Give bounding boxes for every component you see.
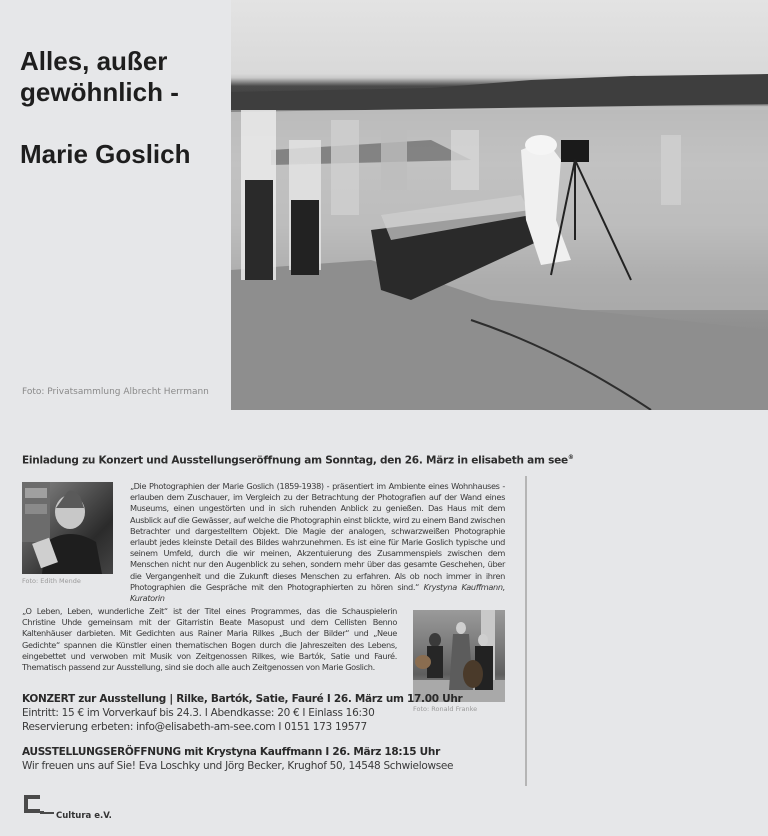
portrait-illustration (22, 482, 113, 574)
page-title (20, 46, 225, 170)
trio-photo-credit: Foto: Ronald Franke (413, 705, 478, 713)
opening-hosts: Wir freuen uns auf Sie! Eva Loschky und Jörg Becker, Krughof 50, 14548 Schwielowsee (22, 760, 454, 772)
concert-admission: Eintritt: 15 € im Vorverkauf bis 24.3. I Abendkasse: 20 € I Einlass 16:30 (22, 707, 375, 719)
portrait-photo-credit: Foto: Edith Mende (22, 577, 81, 585)
title-line-2: gewöhnlich - (20, 77, 179, 107)
concert-info (22, 692, 462, 734)
musicians-trio-photo (413, 610, 505, 702)
hero-photo (231, 0, 768, 410)
concert-reservation: Reservierung erbeten: info@elisabeth-am-see.com I 0151 173 19577 (22, 721, 367, 733)
quote-attribution: Krystyna Kauffmann, Kuratorin (130, 581, 505, 604)
concert-headline: KONZERT zur Ausstellung | Rilke, Bartók, Satie, Fauré I 26. März um 17.00 Uhr (22, 693, 463, 705)
registered-mark: ® (567, 454, 574, 461)
logo-underline (40, 812, 54, 814)
cultura-logo-text: Cultura e.V. (56, 811, 112, 821)
curator-portrait-photo (22, 482, 113, 574)
hero-photo-illustration (231, 0, 768, 410)
curator-quote (130, 481, 505, 604)
title-line-1: Alles, außer (20, 46, 168, 76)
vertical-divider (525, 476, 527, 786)
exhibition-opening-info (22, 745, 453, 773)
hero-photo-credit: Foto: Privatsammlung Albrecht Herrmann (22, 387, 209, 397)
program-description: „O Leben, Leben, wunderliche Zeit“ ist der Titel eines Programmes, das die Schauspielerin Christine Uhde gemeinsam mit der Gitarristin Beate Masopust und dem Cellisten Benno Kaltenhäuser darbieten. Mit Gedichten aus Rainer Maria Rilkes „Buch der Bilder“ und „Neue Gedichte“ spannen die Künstler einen thematischen Bogen durch die Jahreszeiten des Lebens, eingebettet und verwoben mit Musik von Zeitgenossen Rilkes, wie Bartók, Satie und Fauré. Thematisch passend zur Ausstellung, sind sie doch alle auch Zeitgenossen von Marie Goslich. (22, 606, 397, 673)
title-line-3: Marie Goslich (20, 139, 191, 169)
quote-text: „Die Photographien der Marie Goslich (1859-1938) - präsentiert im Ambiente eines Wohnhauses - erlauben dem Zuschauer, im Vergleich zu der Betrachtung der Photografien auf der Wand eines Museums, einen ungestörten und in sich ruhenden Anblick zu genießen. Das Haus mit dem Ausblick auf die Gewässer, auf welche die Photographin einst blickte, wird zu einem Band zwischen Betrachter und dargestelltem Objekt. Die Magie der analogen, schwarzweißen Photographie erlaubt jedes kleinste Detail des Bildes wahrzunehmen. Es ist eine für Marie Goslich typische und seinem Umfeld, durch die wir meinen, Akzentuierung des Zusammenspiels zwischen dem Menschen nicht nur den Augenblick zu sehen, sondern mehr über das gesamte Geschehen, über die Vergangenheit und die Zukunft dieses Menschen zu erfahren. Als ob noch immer in ihren Photographien die Gespräche mit den Photographierten zu hören sind.“ (130, 481, 505, 592)
trio-illustration (413, 610, 505, 702)
opening-headline: AUSSTELLUNGSERÖFFNUNG mit Krystyna Kauffmann I 26. März 18:15 Uhr (22, 746, 440, 758)
invitation-headline: Einladung zu Konzert und Ausstellungseröffnung am Sonntag, den 26. März in elisabeth am see® (22, 454, 574, 467)
